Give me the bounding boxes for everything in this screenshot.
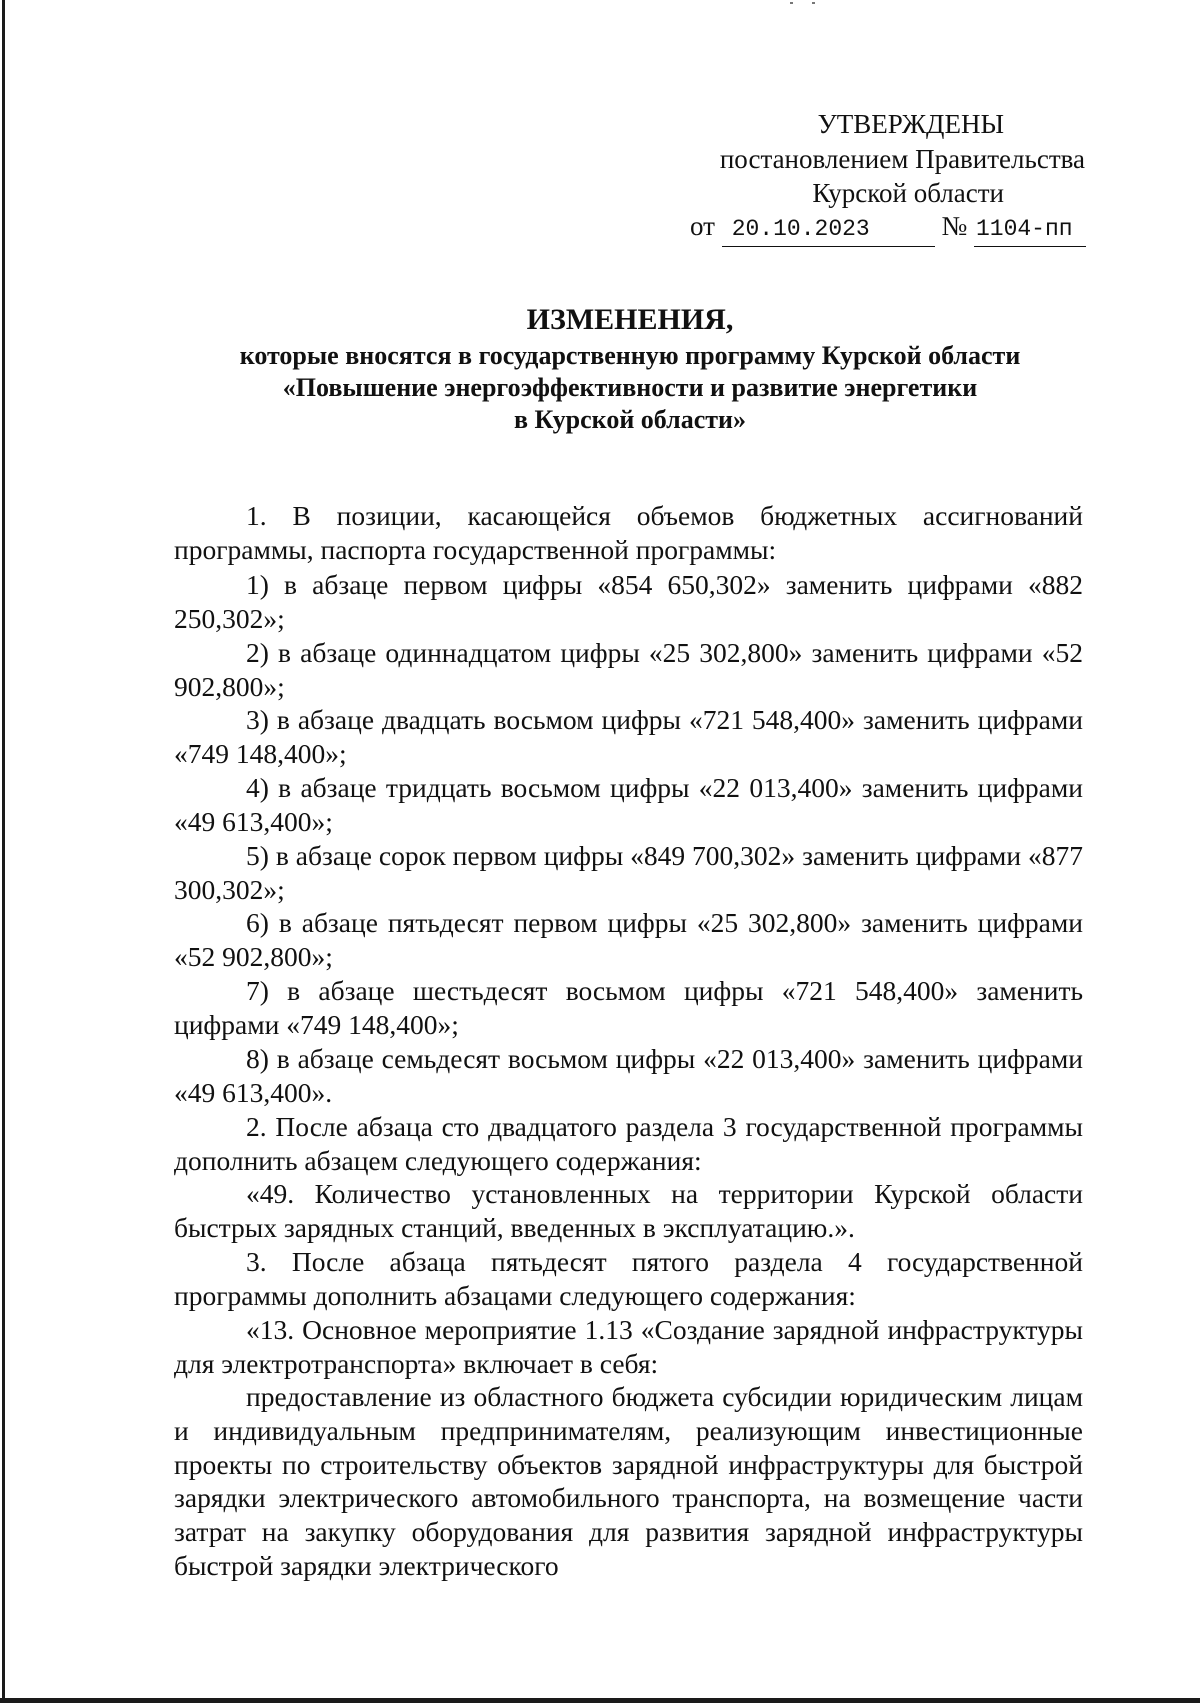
paragraph-1-7: 7) в абзаце шестьдесят восьмом цифры «721 548,400» заменить цифрами «749 148,400»;	[174, 975, 1083, 1040]
approval-date-number	[690, 209, 1090, 247]
document-subtitle-line-3: в Курской области»	[513, 405, 747, 434]
scan-bottom-border	[0, 1698, 1200, 1703]
document-heading: ИЗМЕНЕНИЯ,	[526, 303, 734, 336]
paragraph-1-6: 6) в абзаце пятьдесят первом цифры «25 302,800» заменить цифрами «52 902,800»;	[174, 907, 1083, 972]
approval-region: Курской области	[812, 178, 1004, 208]
approval-number-field: 1104-пп	[974, 212, 1086, 247]
scan-left-border	[2, 0, 5, 1703]
paragraph-1: 1. В позиции, касающейся объемов бюджетных ассигнований программы, паспорта государственной программы:	[174, 500, 1083, 565]
paragraph-3: 3. После абзаца пятьдесят пятого раздела 4 государственной программы дополнить абзацами следующего содержания:	[174, 1246, 1083, 1311]
paragraph-1-1: 1) в абзаце первом цифры «854 650,302» заменить цифрами «882 250,302»;	[174, 569, 1083, 634]
scan-artifact-dots	[790, 2, 820, 6]
approval-title: УТВЕРЖДЕНЫ	[817, 109, 1004, 139]
document-subtitle-line-2: «Повышение энергоэффективности и развитие энергетики	[282, 373, 978, 402]
date-prefix: от	[690, 211, 715, 241]
paragraph-1-3: 3) в абзаце двадцать восьмом цифры «721 548,400» заменить цифрами «749 148,400»;	[174, 704, 1083, 769]
approval-authority: постановлением Правительства	[719, 144, 1085, 174]
paragraph-1-4: 4) в абзаце тридцать восьмом цифры «22 013,400» заменить цифрами «49 613,400»;	[174, 772, 1083, 837]
paragraph-2-quote: «49. Количество установленных на территории Курской области быстрых зарядных станций, введенных в эксплуатацию.».	[174, 1178, 1083, 1243]
number-prefix: №	[941, 211, 968, 241]
document-subtitle-line-1: которые вносятся в государственную программу Курской области	[239, 341, 1021, 370]
paragraph-1-8: 8) в абзаце семьдесят восьмом цифры «22 013,400» заменить цифрами «49 613,400».	[174, 1043, 1083, 1108]
approval-date-field: 20.10.2023	[722, 212, 935, 247]
paragraph-3-subsidy: предоставление из областного бюджета субсидии юридическим лицам и индивидуальным предпринимателям, реализующим инвестиционные проекты по строительству объектов зарядной инфраструктуры для быстрой зарядки электрического автомобильного транспорта, на возмещение части затрат на закупку оборудования для развития зарядной инфраструктуры быстрой зарядки электрического	[174, 1381, 1083, 1581]
paragraph-2: 2. После абзаца сто двадцатого раздела 3 государственной программы дополнить абзацем следующего содержания:	[174, 1111, 1083, 1176]
paragraph-1-5: 5) в абзаце сорок первом цифры «849 700,302» заменить цифрами «877 300,302»;	[174, 840, 1083, 905]
paragraph-3-quote: «13. Основное мероприятие 1.13 «Создание зарядной инфраструктуры для электротранспорта» включает в себя:	[174, 1314, 1083, 1379]
paragraph-1-2: 2) в абзаце одиннадцатом цифры «25 302,800» заменить цифрами «52 902,800»;	[174, 637, 1083, 702]
